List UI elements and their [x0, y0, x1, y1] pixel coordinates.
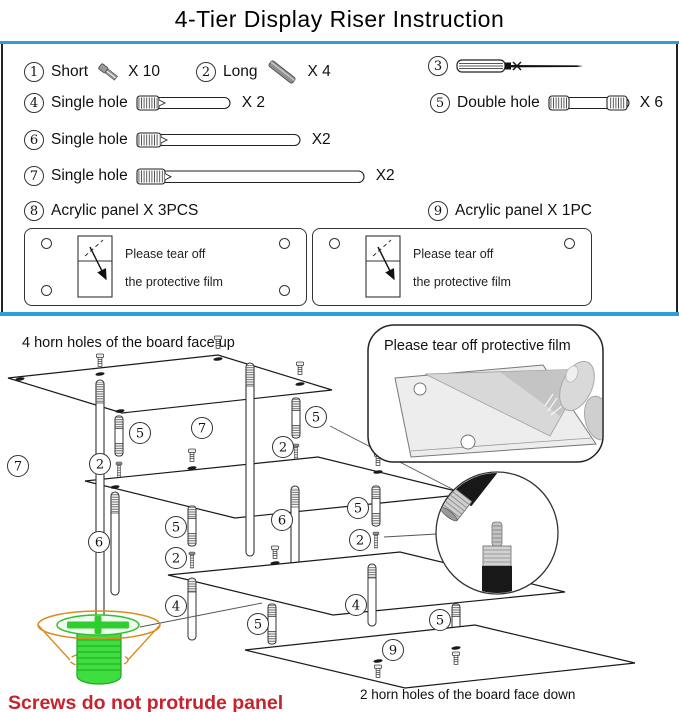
long-screw [189, 552, 195, 568]
callout-label-2 [166, 548, 187, 569]
peel-film-mini-diagram [75, 234, 115, 300]
svg-text:7: 7 [197, 421, 207, 437]
part-qty-4: X 2 [241, 94, 265, 111]
screwdriver-icon [455, 56, 587, 76]
single-hole-tube-short-icon [135, 94, 235, 112]
part-number-8: 8 [24, 201, 44, 221]
tier4-panel [245, 625, 635, 688]
double-hole-tube [372, 486, 380, 526]
part-label-4: Single hole [51, 94, 128, 111]
tier2-panel [85, 457, 468, 518]
card-note-line2: the protective film [413, 275, 511, 289]
part-number-2: 2 [196, 62, 216, 82]
note-warning: Screws do not protrude panel [8, 692, 284, 712]
card-note-line1: Please tear off [413, 247, 494, 261]
callout-label-2 [350, 530, 371, 551]
part-item-3 [428, 56, 587, 76]
card-note-line2: the protective film [125, 275, 223, 289]
svg-text:5: 5 [171, 520, 181, 536]
callout-label-6 [89, 532, 110, 553]
countersunk-screw-warning [38, 611, 160, 684]
long-screw-icon [264, 58, 300, 86]
svg-text:4: 4 [171, 599, 181, 615]
part-label-7: Single hole [51, 167, 128, 184]
part-item-1 [24, 61, 160, 83]
part-item-4 [24, 93, 265, 113]
phillips-cross-v [95, 616, 102, 634]
double-hole-tube [115, 416, 123, 456]
part-number-3: 3 [428, 56, 448, 76]
note-bottom: 2 horn holes of the board face down [360, 687, 576, 702]
panel-hole [41, 238, 52, 249]
single-hole-tube [188, 578, 196, 640]
short-screw-icon [95, 61, 121, 83]
svg-text:5: 5 [311, 410, 321, 426]
svg-text:4: 4 [351, 598, 361, 614]
callout-label-2 [273, 437, 294, 458]
part-number-1: 1 [24, 62, 44, 82]
part-label-6: Single hole [51, 131, 128, 148]
part-label-5: Double hole [457, 94, 540, 111]
leg-tube-7-center [246, 363, 254, 556]
callout-label-5 [348, 498, 369, 519]
panel-hole [564, 238, 575, 249]
part-number-5: 5 [430, 93, 450, 113]
single-hole-tube-medium-icon [135, 131, 305, 149]
part-number-9: 9 [428, 201, 448, 221]
card-note-line1: Please tear off [125, 247, 206, 261]
callout-label-5 [248, 614, 269, 635]
leg-tube-6-left [111, 492, 119, 595]
long-screw [373, 532, 379, 548]
acrylic-panel-card-1pc [312, 228, 592, 306]
single-hole-tube [368, 564, 376, 626]
svg-text:5: 5 [253, 617, 263, 633]
short-screw [96, 354, 103, 366]
callout-label-2 [90, 454, 111, 475]
callout-label-4 [346, 595, 367, 616]
long-screw [116, 462, 122, 478]
svg-text:5: 5 [135, 426, 145, 442]
part-label-9: Acrylic panel X 1PC [455, 202, 592, 219]
double-hole-tube-icon [547, 94, 633, 112]
callout-label-6 [272, 510, 293, 531]
note-top: 4 horn holes of the board face up [22, 335, 235, 351]
svg-text:6: 6 [94, 535, 104, 551]
page-title: 4-Tier Display Riser Instruction [174, 6, 505, 32]
part-item-8 [24, 201, 198, 221]
part-number-6: 6 [24, 130, 44, 150]
part-item-2 [196, 58, 331, 86]
part-qty-2: X 4 [307, 63, 331, 80]
double-hole-tube [292, 398, 300, 438]
callout-line [384, 534, 437, 537]
callout-label-9 [383, 640, 404, 661]
tier1-panel [8, 355, 332, 413]
part-qty-6: X2 [311, 131, 331, 148]
callout-line [140, 603, 262, 627]
short-screw [296, 362, 303, 374]
callout-label-5 [306, 407, 327, 428]
short-screw [271, 546, 278, 558]
panel-hole [41, 285, 52, 296]
part-label-1: Short [51, 63, 89, 80]
panel-hole [279, 285, 290, 296]
inset-note: Please tear off protective film [384, 338, 571, 354]
callout-label-5 [130, 423, 151, 444]
svg-text:2: 2 [171, 551, 181, 567]
part-item-7 [24, 166, 395, 186]
single-hole-tube-long-icon [135, 167, 369, 186]
leg-tube-7-left [96, 380, 104, 654]
part-item-9 [428, 201, 592, 221]
panel-hole [329, 238, 340, 249]
double-hole-tube [188, 506, 196, 546]
part-item-5 [430, 93, 663, 113]
part-item-6 [24, 130, 331, 150]
svg-text:2: 2 [95, 457, 105, 473]
callout-label-5 [166, 517, 187, 538]
double-hole-tube [268, 604, 276, 644]
svg-text:5: 5 [353, 501, 363, 517]
svg-text:7: 7 [13, 459, 23, 475]
part-label-8: Acrylic panel X 3PCS [51, 202, 199, 219]
part-qty-7: X2 [375, 167, 395, 184]
callout-label-7 [8, 456, 29, 477]
svg-text:9: 9 [388, 643, 398, 659]
peel-film-mini-diagram [363, 234, 403, 300]
assembly-diagram [0, 316, 679, 712]
part-number-7: 7 [24, 166, 44, 186]
part-label-2: Long [223, 63, 258, 80]
short-screw [188, 449, 195, 461]
svg-text:5: 5 [435, 613, 445, 629]
callout-label-5 [430, 610, 451, 631]
svg-text:2: 2 [355, 533, 365, 549]
panel-hole [279, 238, 290, 249]
callout-label-4 [166, 596, 187, 617]
svg-text:6: 6 [277, 513, 287, 529]
acrylic-panel-card-3pcs [24, 228, 307, 306]
part-number-4: 4 [24, 93, 44, 113]
callout-label-7 [192, 418, 213, 439]
leg-tube-6-right [291, 486, 299, 572]
svg-text:2: 2 [278, 440, 288, 456]
part-qty-5: X 6 [639, 94, 663, 111]
part-qty-1: X 10 [128, 63, 160, 80]
peel-film-inset [368, 325, 615, 462]
